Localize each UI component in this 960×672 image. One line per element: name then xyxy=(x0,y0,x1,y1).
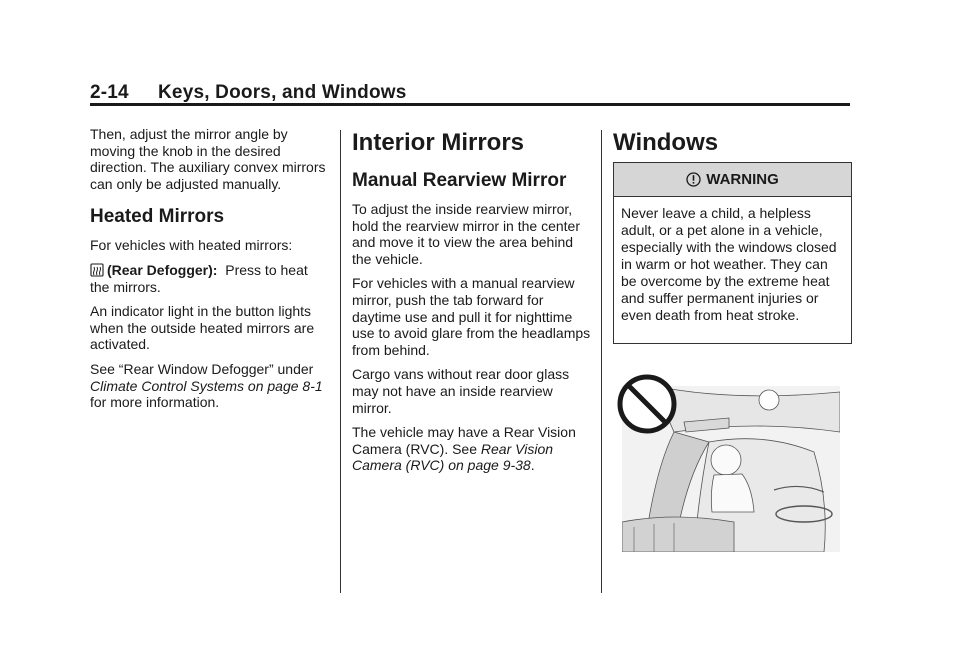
see-prefix: See “Rear Window Defogger” under xyxy=(90,360,314,377)
see-suffix: for more information. xyxy=(90,394,220,411)
indicator-paragraph: An indicator light in the button lights when the outside heated mirrors are activated. xyxy=(90,303,315,353)
header-rule xyxy=(90,103,850,106)
section-number: 2-14 xyxy=(90,82,129,103)
rvc-prefix: The vehicle may have a Rear Vision Camera (RVC). See xyxy=(352,424,576,457)
manual-rearview-heading: Manual Rearview Mirror xyxy=(352,170,567,191)
warning-text: Never leave a child, a helpless adult, or a pet alone in a vehicle, especially with the windows closed in warm or hot weather. They can be overcome by the extreme heat and suffer permanent injuries or even death from heat stroke. xyxy=(621,205,837,323)
defogger-paragraph xyxy=(90,262,330,295)
cargo-vans-paragraph: Cargo vans without rear door glass may not have an inside rearview mirror. xyxy=(352,366,570,416)
warning-box xyxy=(613,162,852,344)
page-header xyxy=(90,82,850,104)
see-paragraph xyxy=(90,361,330,411)
rear-defogger-icon xyxy=(90,263,104,277)
warning-header xyxy=(614,163,851,197)
windows-heading: Windows xyxy=(613,129,719,156)
heated-mirrors-heading: Heated Mirrors xyxy=(90,206,225,228)
chapter-title: Keys, Doors, and Windows xyxy=(158,82,407,103)
rvc-paragraph xyxy=(352,424,592,474)
header-title xyxy=(90,82,850,104)
warning-icon xyxy=(686,172,701,187)
manual-mirror-paragraph: For vehicles with a manual rearview mirror, push the tab forward for daytime use and pull it for nighttime use to avoid glare from the headlamps from behind. xyxy=(352,275,591,358)
mirror-angle-paragraph: Then, adjust the mirror angle by moving the knob in the desired direction. The auxiliary convex mirrors can only be adjusted manually. xyxy=(90,126,326,192)
child-in-vehicle-illustration xyxy=(614,372,840,552)
column-2 xyxy=(352,126,592,482)
column-divider-1 xyxy=(340,130,341,593)
defogger-text: Press to heat the mirrors. xyxy=(90,261,308,295)
adjust-paragraph: To adjust the inside rearview mirror, hold the rearview mirror in the center and move it to view the area behind the vehicle. xyxy=(352,201,580,267)
interior-mirrors-heading: Interior Mirrors xyxy=(352,129,525,156)
defogger-label: (Rear Defogger): xyxy=(107,261,218,278)
climate-control-link[interactable]: Climate Control Systems on page 8-1 xyxy=(90,377,323,394)
rvc-suffix: . xyxy=(530,457,535,474)
column-divider-2 xyxy=(601,130,602,593)
warning-label: WARNING xyxy=(706,171,779,188)
rvc-link[interactable]: Rear Vision Camera (RVC) on page 9-38 xyxy=(352,440,554,474)
column-1 xyxy=(90,126,330,419)
heated-intro: For vehicles with heated mirrors: xyxy=(90,237,293,254)
